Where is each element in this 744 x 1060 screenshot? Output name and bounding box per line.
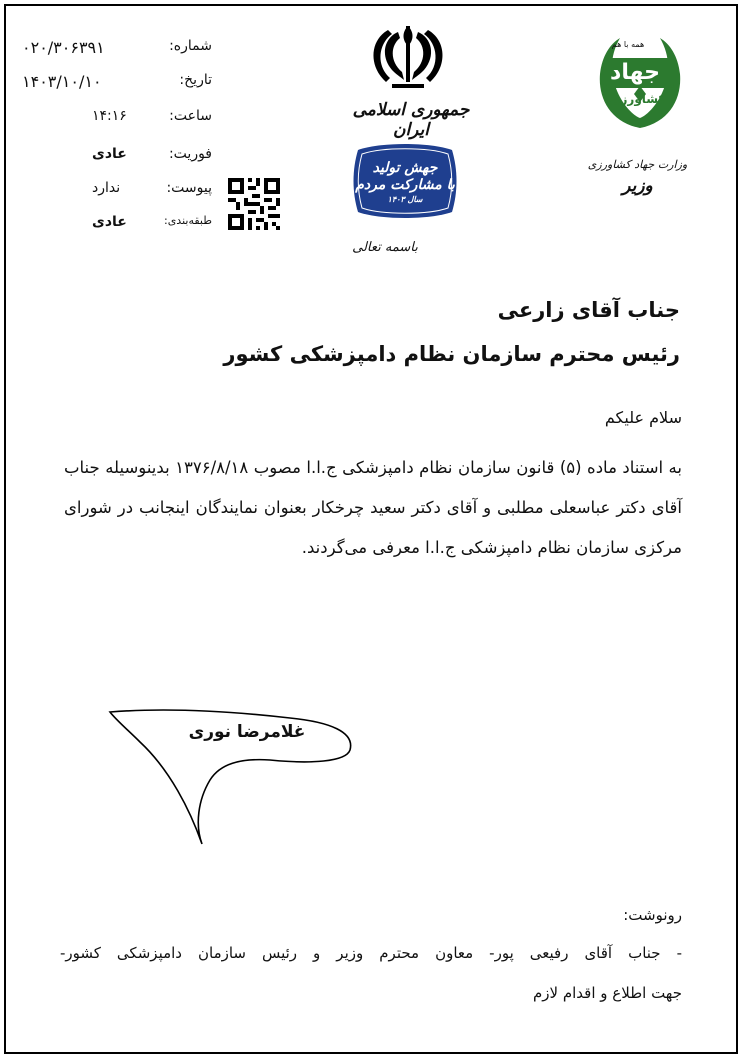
letter-time: ۱۴:۱۶ [92,108,127,124]
time-label: ساعت: [169,108,212,124]
priority-value: عادی [92,146,127,162]
ministry-name: وزارت جهاد کشاورزی [587,158,688,171]
bismillah-heading: باسمه تعالی [352,240,418,255]
ministry-logo-subtitle: کشاورزی [609,92,666,106]
ministry-motto: همه با هم [611,40,645,49]
attachment-value: ندارد [92,180,121,196]
badge-text [350,160,460,204]
badge-line2: با مشارکت مردم [355,177,455,193]
iran-emblem-icon [362,22,454,92]
signatory-name: غلامرضا نوری [188,722,306,742]
letter-metadata [20,38,212,238]
classification-value: عادی [92,214,127,230]
minister-office: وزیر [622,176,653,196]
badge-line1: جهش تولید [372,160,438,176]
country-name: جمهوری اسلامی ایران [352,100,470,140]
copy-title: رونوشت: [623,906,682,924]
letter-date: ۱۴۰۳/۱۰/۱۰ [22,72,102,91]
copy-purpose: جهت اطلاع و اقدام لازم [533,984,682,1002]
recipient-name: جناب آقای زارعی [497,298,680,322]
date-label: تاریخ: [179,72,212,88]
letter-number-label: شماره: [169,38,212,54]
classification-label: طبقه‌بندی: [163,214,212,227]
letter-body: به استناد ماده (۵) قانون سازمان نظام دامپزشکی ج.ا.ا مصوب ۱۳۷۶/۸/۱۸ بدینوسیله جناب آقای دکتر عباسعلی مطلبی و آقای دکتر سعید چرخکار بعنوان نمایندگان اینجانب در شورای مرکزی سازمان نظام دامپزشکی ج.ا.ا معرفی می‌گردند. [64,458,682,557]
badge-year: سال ۱۴۰۳ [387,194,423,204]
letter-number: ۰۲۰/۳۰۶۳۹۱ [22,38,105,57]
qr-code [228,178,280,230]
priority-label: فوریت: [168,146,212,162]
recipient-position: رئیس محترم سازمان نظام دامپزشکی کشور [223,342,680,366]
attachment-label: پیوست: [166,180,212,196]
letter-greeting: سلام علیکم [604,408,682,427]
copy-recipient: - جناب آقای رفیعی پور- معاون محترم وزیر و رئیس سازمان دامپزشکی کشور- [60,944,682,962]
ministry-logo-title: جهاد [610,60,660,85]
